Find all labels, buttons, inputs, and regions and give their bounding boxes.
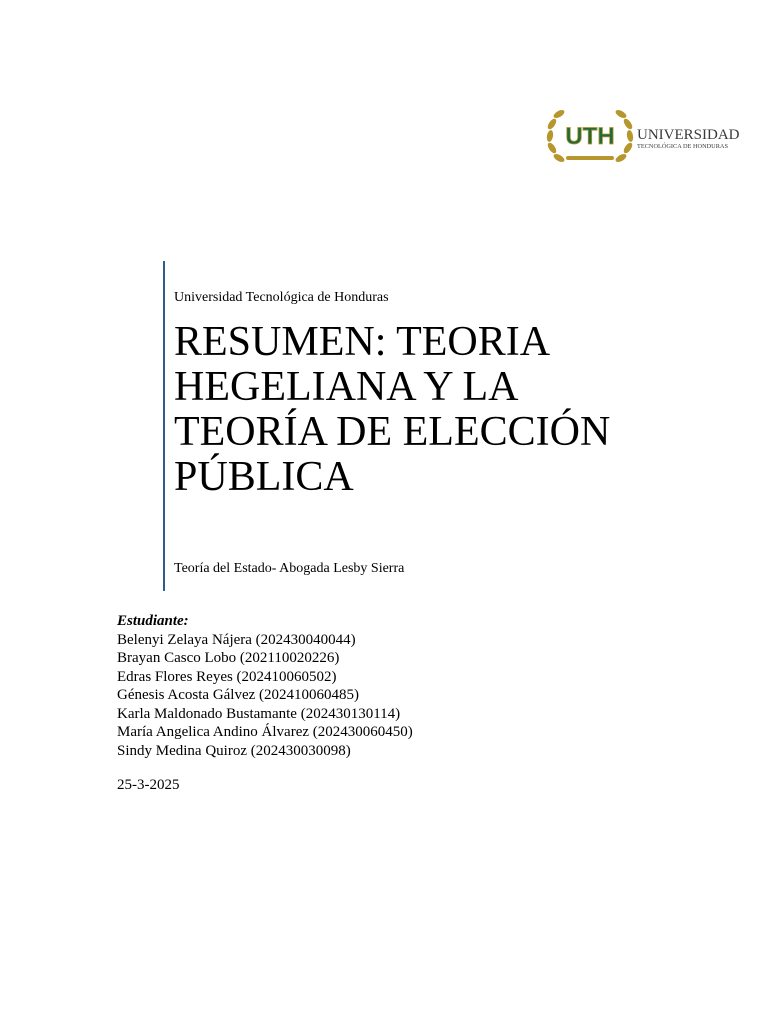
course-subtitle: Teoría del Estado- Abogada Lesby Sierra: [174, 561, 405, 576]
student-item: Belenyi Zelaya Nájera (202430040044): [117, 631, 356, 648]
institution-name: Universidad Tecnológica de Honduras: [174, 290, 389, 305]
student-item: María Angelica Andino Álvarez (202430060450): [117, 724, 413, 740]
student-item: Karla Maldonado Bustamante (202430130114): [117, 705, 401, 722]
student-item: Sindy Medina Quiroz (202430030098): [117, 742, 351, 759]
cover-accent-rule: [163, 261, 165, 591]
logo-wordmark-sub: TECNOLÓGICA DE HONDURAS: [637, 143, 728, 150]
logo-wordmark: UNIVERSIDAD: [637, 127, 740, 143]
uth-logo: [544, 106, 740, 166]
document-title: RESUMEN: TEORIA HEGELIANA Y LA TEORÍA DE ELECCIÓN PÚBLICA: [174, 319, 611, 500]
logo-mark: UTH: [565, 123, 615, 150]
student-item: Edras Flores Reyes (202410060502): [117, 668, 337, 685]
students-block: [117, 612, 413, 760]
students-heading: Estudiante:: [117, 613, 189, 629]
student-item: Génesis Acosta Gálvez (202410060485): [117, 687, 360, 703]
document-date: 25-3-2025: [117, 777, 180, 793]
student-item: Brayan Casco Lobo (202110020226): [117, 650, 340, 666]
